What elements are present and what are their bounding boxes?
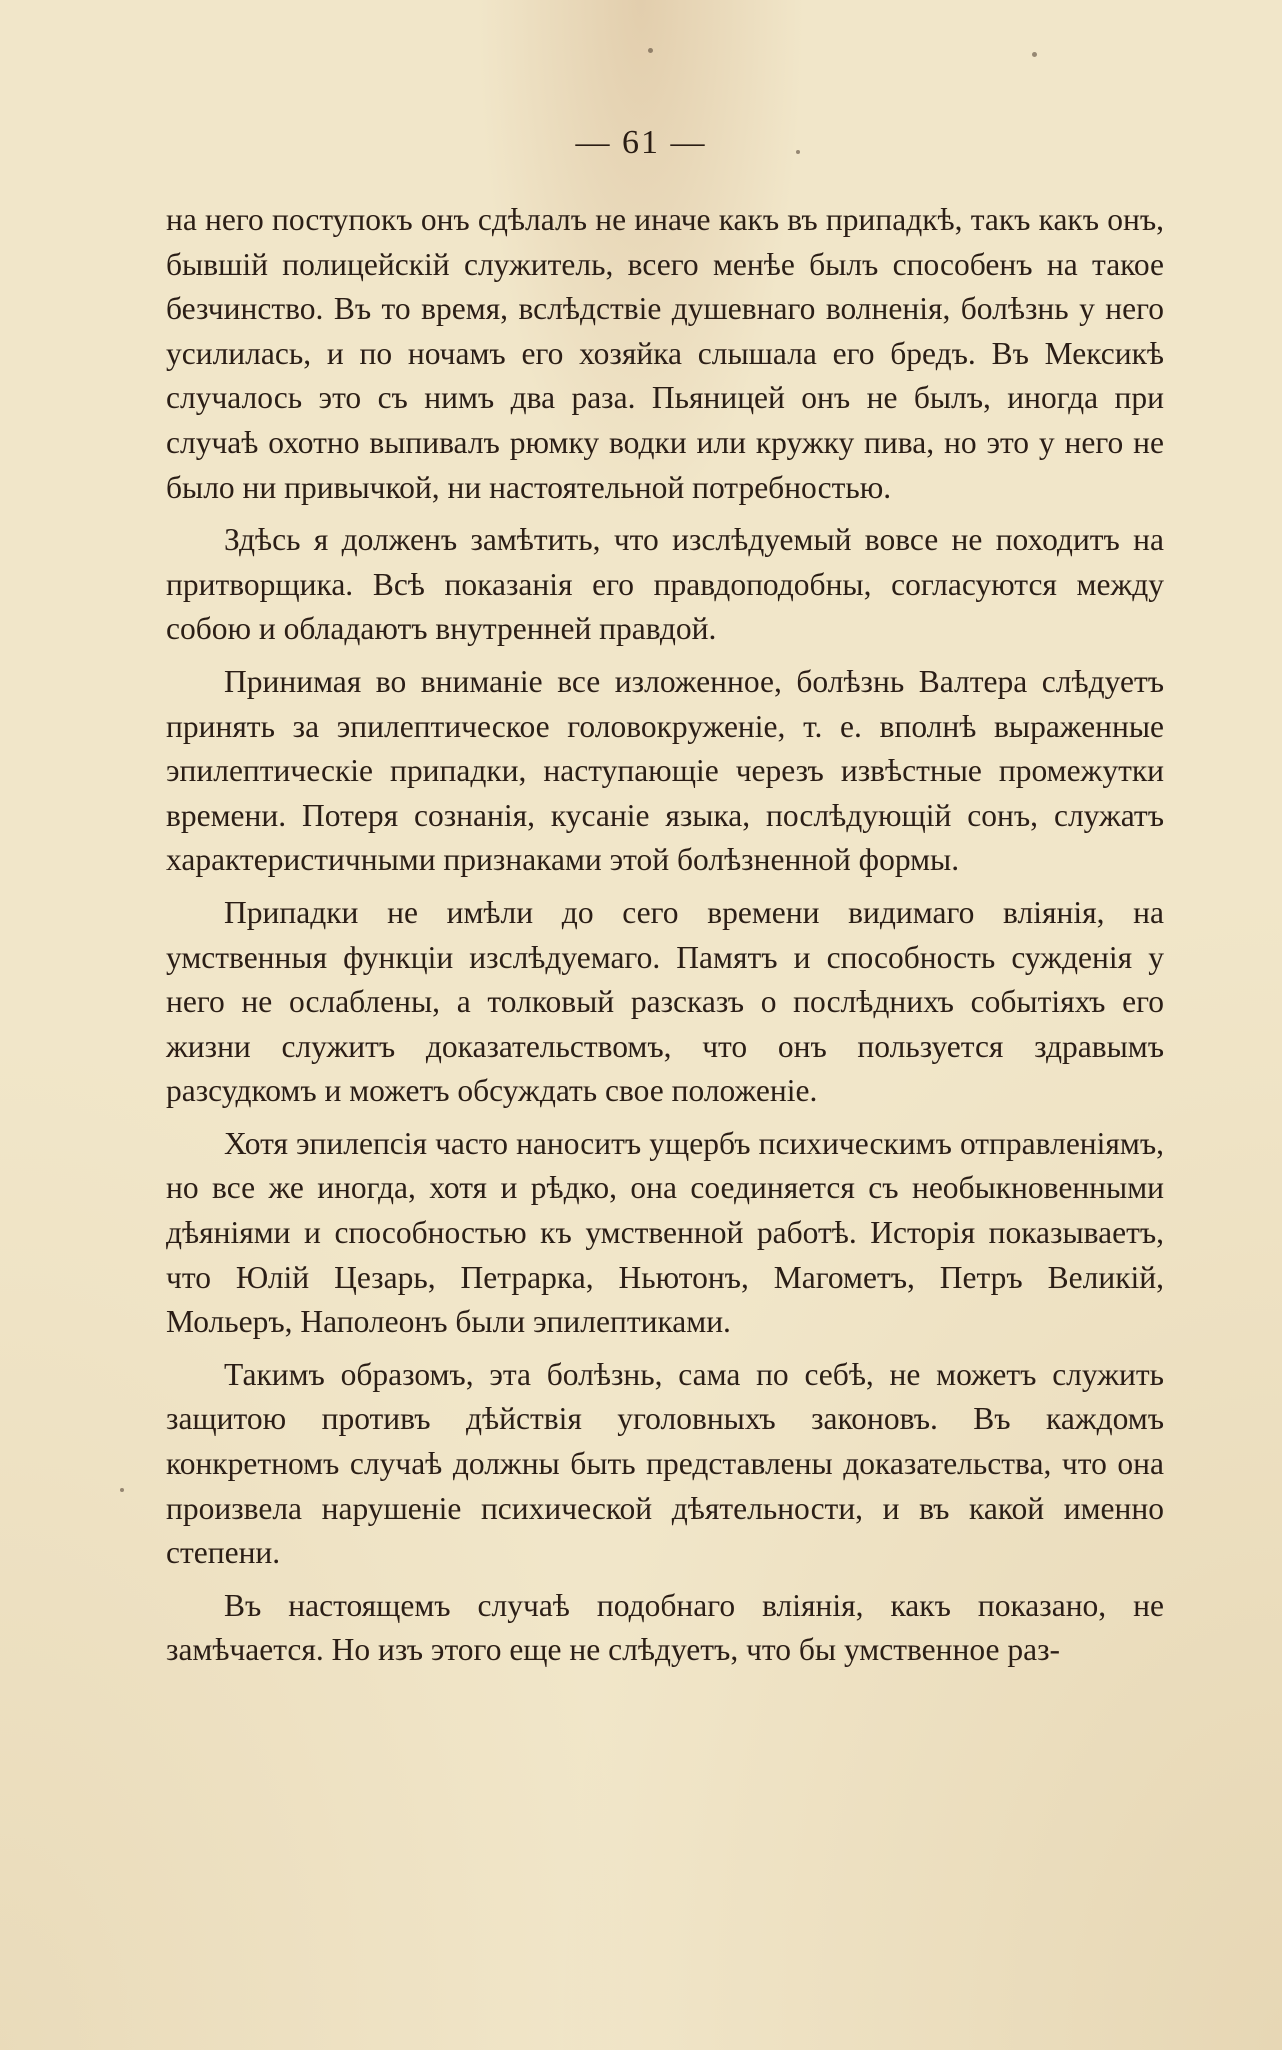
page-number: — 61 — <box>575 124 707 161</box>
paragraph: Въ настоящемъ случаѣ подобнаго вліянія, какъ показано, не замѣчается. Но изъ этого еще не слѣдуетъ, что бы умственное раз- <box>166 1587 1164 1668</box>
paragraph: Хотя эпилепсія часто наноситъ ущербъ психическимъ отправленіямъ, но все же иногда, хотя и рѣдко, она соединяется съ необыкновенными дѣяніями и способностью къ умственной работѣ. Исторія показываетъ, что Юлій Цезарь, Петрарка, Ньютонъ, Магометъ, Петръ Великій, Мольеръ, Наполеонъ были эпилептиками. <box>166 1125 1164 1340</box>
body-text <box>166 198 1164 1673</box>
paper-speck <box>1032 52 1037 57</box>
paragraph: Принимая во вниманіе все изложенное, болѣзнь Валтера слѣдуетъ принять за эпилептическое головокруженіе, т. е. вполнѣ выраженные эпилептическіе припадки, наступающіе черезъ извѣстные промежутки времени. Потеря сознанія, кусаніе языка, послѣдующій сонъ, служатъ характеристичными признаками этой болѣзненной формы. <box>166 663 1164 878</box>
paper-speck <box>120 1488 124 1492</box>
paragraph: Такимъ образомъ, эта болѣзнь, сама по себѣ, не можетъ служить защитою противъ дѣйствія уголовныхъ законовъ. Въ каждомъ конкретномъ случаѣ должны быть представлены доказательства, что она произвела нарушеніе психической дѣятельности, и въ какой именно степени. <box>166 1356 1164 1571</box>
paragraph: Припадки не имѣли до сего времени видимаго вліянія, на умственныя функціи изслѣдуемаго. Памятъ и способность сужденія у него не ослаблены, а толковый разсказъ о послѣднихъ событіяхъ его жизни служитъ доказательствомъ, что онъ пользуется здравымъ разсудкомъ и можетъ обсуждать свое положеніе. <box>166 894 1164 1109</box>
paragraph: Здѣсь я долженъ замѣтить, что изслѣдуемый вовсе не походитъ на притворщика. Всѣ показанія его правдоподобны, согласуются между собою и обладаютъ внутренней правдой. <box>166 522 1164 647</box>
paragraph: на него поступокъ онъ сдѣлалъ не иначе какъ въ припадкѣ, такъ какъ онъ, бывшій полицейскій служитель, всего менѣе былъ способенъ на такое безчинство. Въ то время, вслѣдствіе душевнаго волненія, болѣзнь у него усилилась, и по ночамъ его хозяйка слышала его бредъ. Въ Мексикѣ случалось это съ нимъ два раза. Пьяницей онъ не былъ, иногда при случаѣ охотно выпивалъ рюмку водки или кружку пива, но это у него не было ни привычкой, ни настоятельной потребностью. <box>166 202 1164 505</box>
paper-speck <box>648 48 653 53</box>
